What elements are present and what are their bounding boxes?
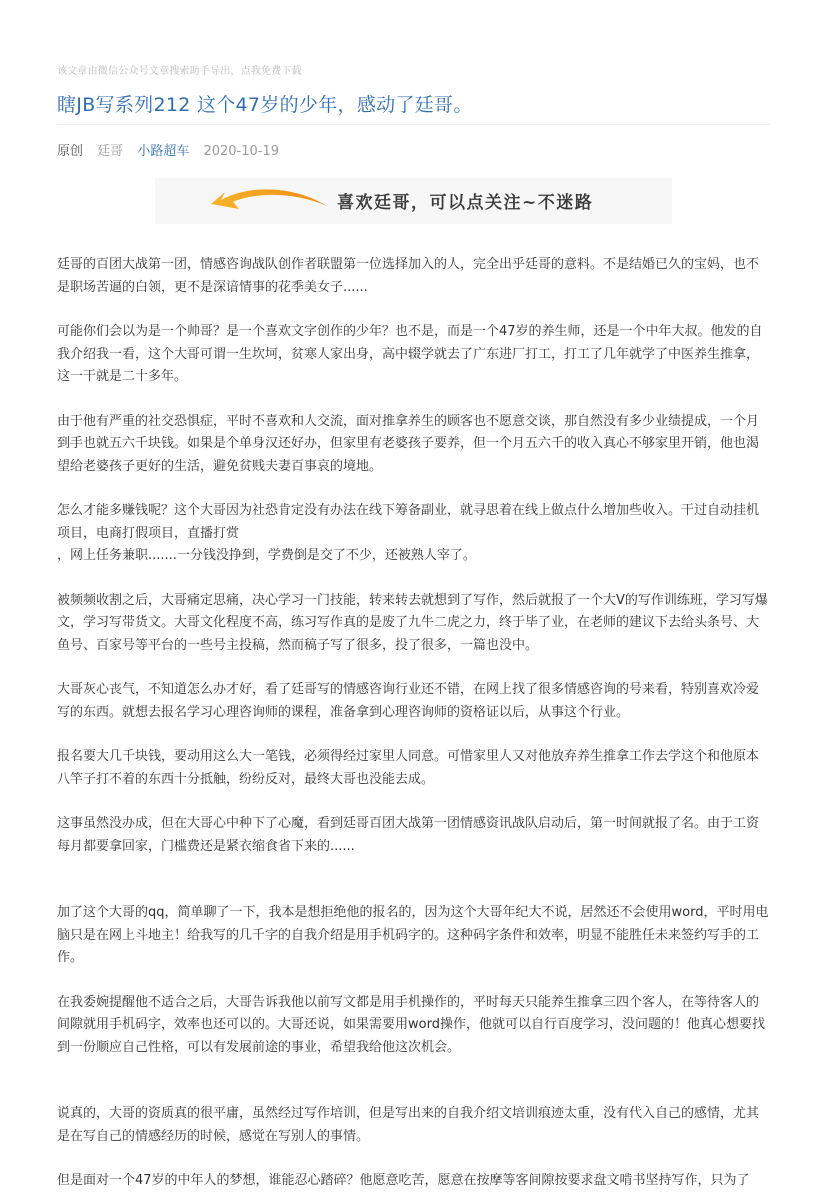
paragraph: 说真的，大哥的资质真的很平庸，虽然经过写作培训，但是写出来的自我介绍文培训痕迹太重，没有代入自己的感情，尤其是在写自己的情感经历的时候，感觉在写别人的事情。 <box>57 1106 760 1144</box>
article-meta <box>57 140 289 159</box>
title-divider <box>57 124 770 125</box>
article-title: 瞎JB写系列212 这个47岁的少年，感动了廷哥。 <box>57 94 473 116</box>
article-body <box>57 254 771 1193</box>
author-name: 廷哥 <box>97 144 124 159</box>
export-notice[interactable]: 该文章由微信公众号文章搜索助手导出，点我免费下载 <box>57 66 302 77</box>
account-link[interactable]: 小路超车 <box>137 144 190 159</box>
paragraph: 可能你们会以为是一个帅哥？是一个喜欢文字创作的少年？也不是，而是一个47岁的养生师，还是一个中年大叔。他发的自我介绍我一看，这个大哥可谓一生坎坷，贫寒人家出身，高中辍学就去了广东进厂打工，打工了几年就学了中医养生推拿，这一干就是二十多年。 <box>57 324 763 384</box>
paragraph: ，网上任务兼职.......一分钱没挣到，学费倒是交了不少，还被熟人宰了。 <box>57 548 476 563</box>
paragraph: 怎么才能多赚钱呢？这个大哥因为社恐肯定没有办法在线下筹备副业，就寻思着在线上做点什么增加些收入。干过自动挂机项目，电商打假项目，直播打赏 <box>57 503 760 541</box>
paragraph: 加了这个大哥的qq，简单聊了一下，我本是想拒绝他的报名的，因为这个大哥年纪大不说，居然还不会使用word，平时用电脑只是在网上斗地主！给我写的几千字的自我介绍是用手机码字的。这种码字条件和效率，明显不能胜任未来签约写手的工作。 <box>57 905 769 965</box>
paragraph: 在我委婉提醒他不适合之后，大哥告诉我他以前写文都是用手机操作的，平时每天只能养生推拿三四个客人，在等待客人的间隙就用手机码字，效率也还可以的。大哥还说，如果需要用word操作，他就可以自行百度学习，没问题的！他真心想要找到一份顺应自己性格，可以有发展前途的事业，希望我给他这次机会。 <box>57 994 765 1055</box>
follow-banner <box>155 178 672 224</box>
paragraph: 大哥灰心丧气，不知道怎么办才好，看了廷哥写的情感咨询行业还不错，在网上找了很多情感咨询的号来看，特别喜欢冷爱写的东西。就想去报名学习心理咨询师的课程，准备拿到心理咨询师的资格证以后，从事这个行业。 <box>57 682 760 720</box>
original-tag: 原创 <box>57 144 84 159</box>
paragraph: 廷哥的百团大战第一团，情感咨询战队创作者联盟第一位选择加入的人，完全出乎廷哥的意料。不是结婚已久的宝妈，也不是职场苦逼的白领，更不是深谙情事的花季美女子...... <box>57 257 760 295</box>
paragraph: 但是面对一个47岁的中年人的梦想，谁能忍心踏碎？他愿意吃苦，愿意在按摩等客间隙按要求盘文啃书坚持写作，只为了 <box>57 1173 750 1188</box>
paragraph: 由于他有严重的社交恐惧症，平时不喜欢和人交流，面对推拿养生的顾客也不愿意交谈，那自然没有多少业绩提成，一个月到手也就五六千块钱。如果是个单身汉还好办，但家里有老婆孩子要养，但一个月五六千的收入真心不够家里开销，他也渴望给老婆孩子更好的生活，避免贫贱夫妻百事哀的境地。 <box>57 413 760 474</box>
paragraph: 这事虽然没办成，但在大哥心中种下了心魔，看到廷哥百团大战第一团情感资讯战队启动后，第一时间就报了名。由于工资每月都要拿回家，门槛费还是紧衣缩食省下来的...... <box>57 816 760 854</box>
paragraph: 报名要大几千块钱，要动用这么大一笔钱，必须得经过家里人同意。可惜家里人又对他放弃养生推拿工作去学这个和他原本八竿子打不着的东西十分抵触，纷纷反对，最终大哥也没能去成。 <box>57 749 760 787</box>
banner-text: 喜欢廷哥，可以点关注~不迷路 <box>337 193 594 213</box>
paragraph: 被频频收割之后，大哥痛定思痛，决心学习一门技能，转来转去就想到了写作，然后就报了一个大V的写作训练班，学习写爆文，学习写带货文。大哥文化程度不高，练习写作真的是废了九牛二虎之力，终于毕了业，在老师的建议下去给头条号、大鱼号、百家号等平台的一些号主投稿，然而稿子写了很多，投了很多，一篇也没中。 <box>57 592 768 653</box>
publish-date: 2020-10-19 <box>203 144 280 159</box>
